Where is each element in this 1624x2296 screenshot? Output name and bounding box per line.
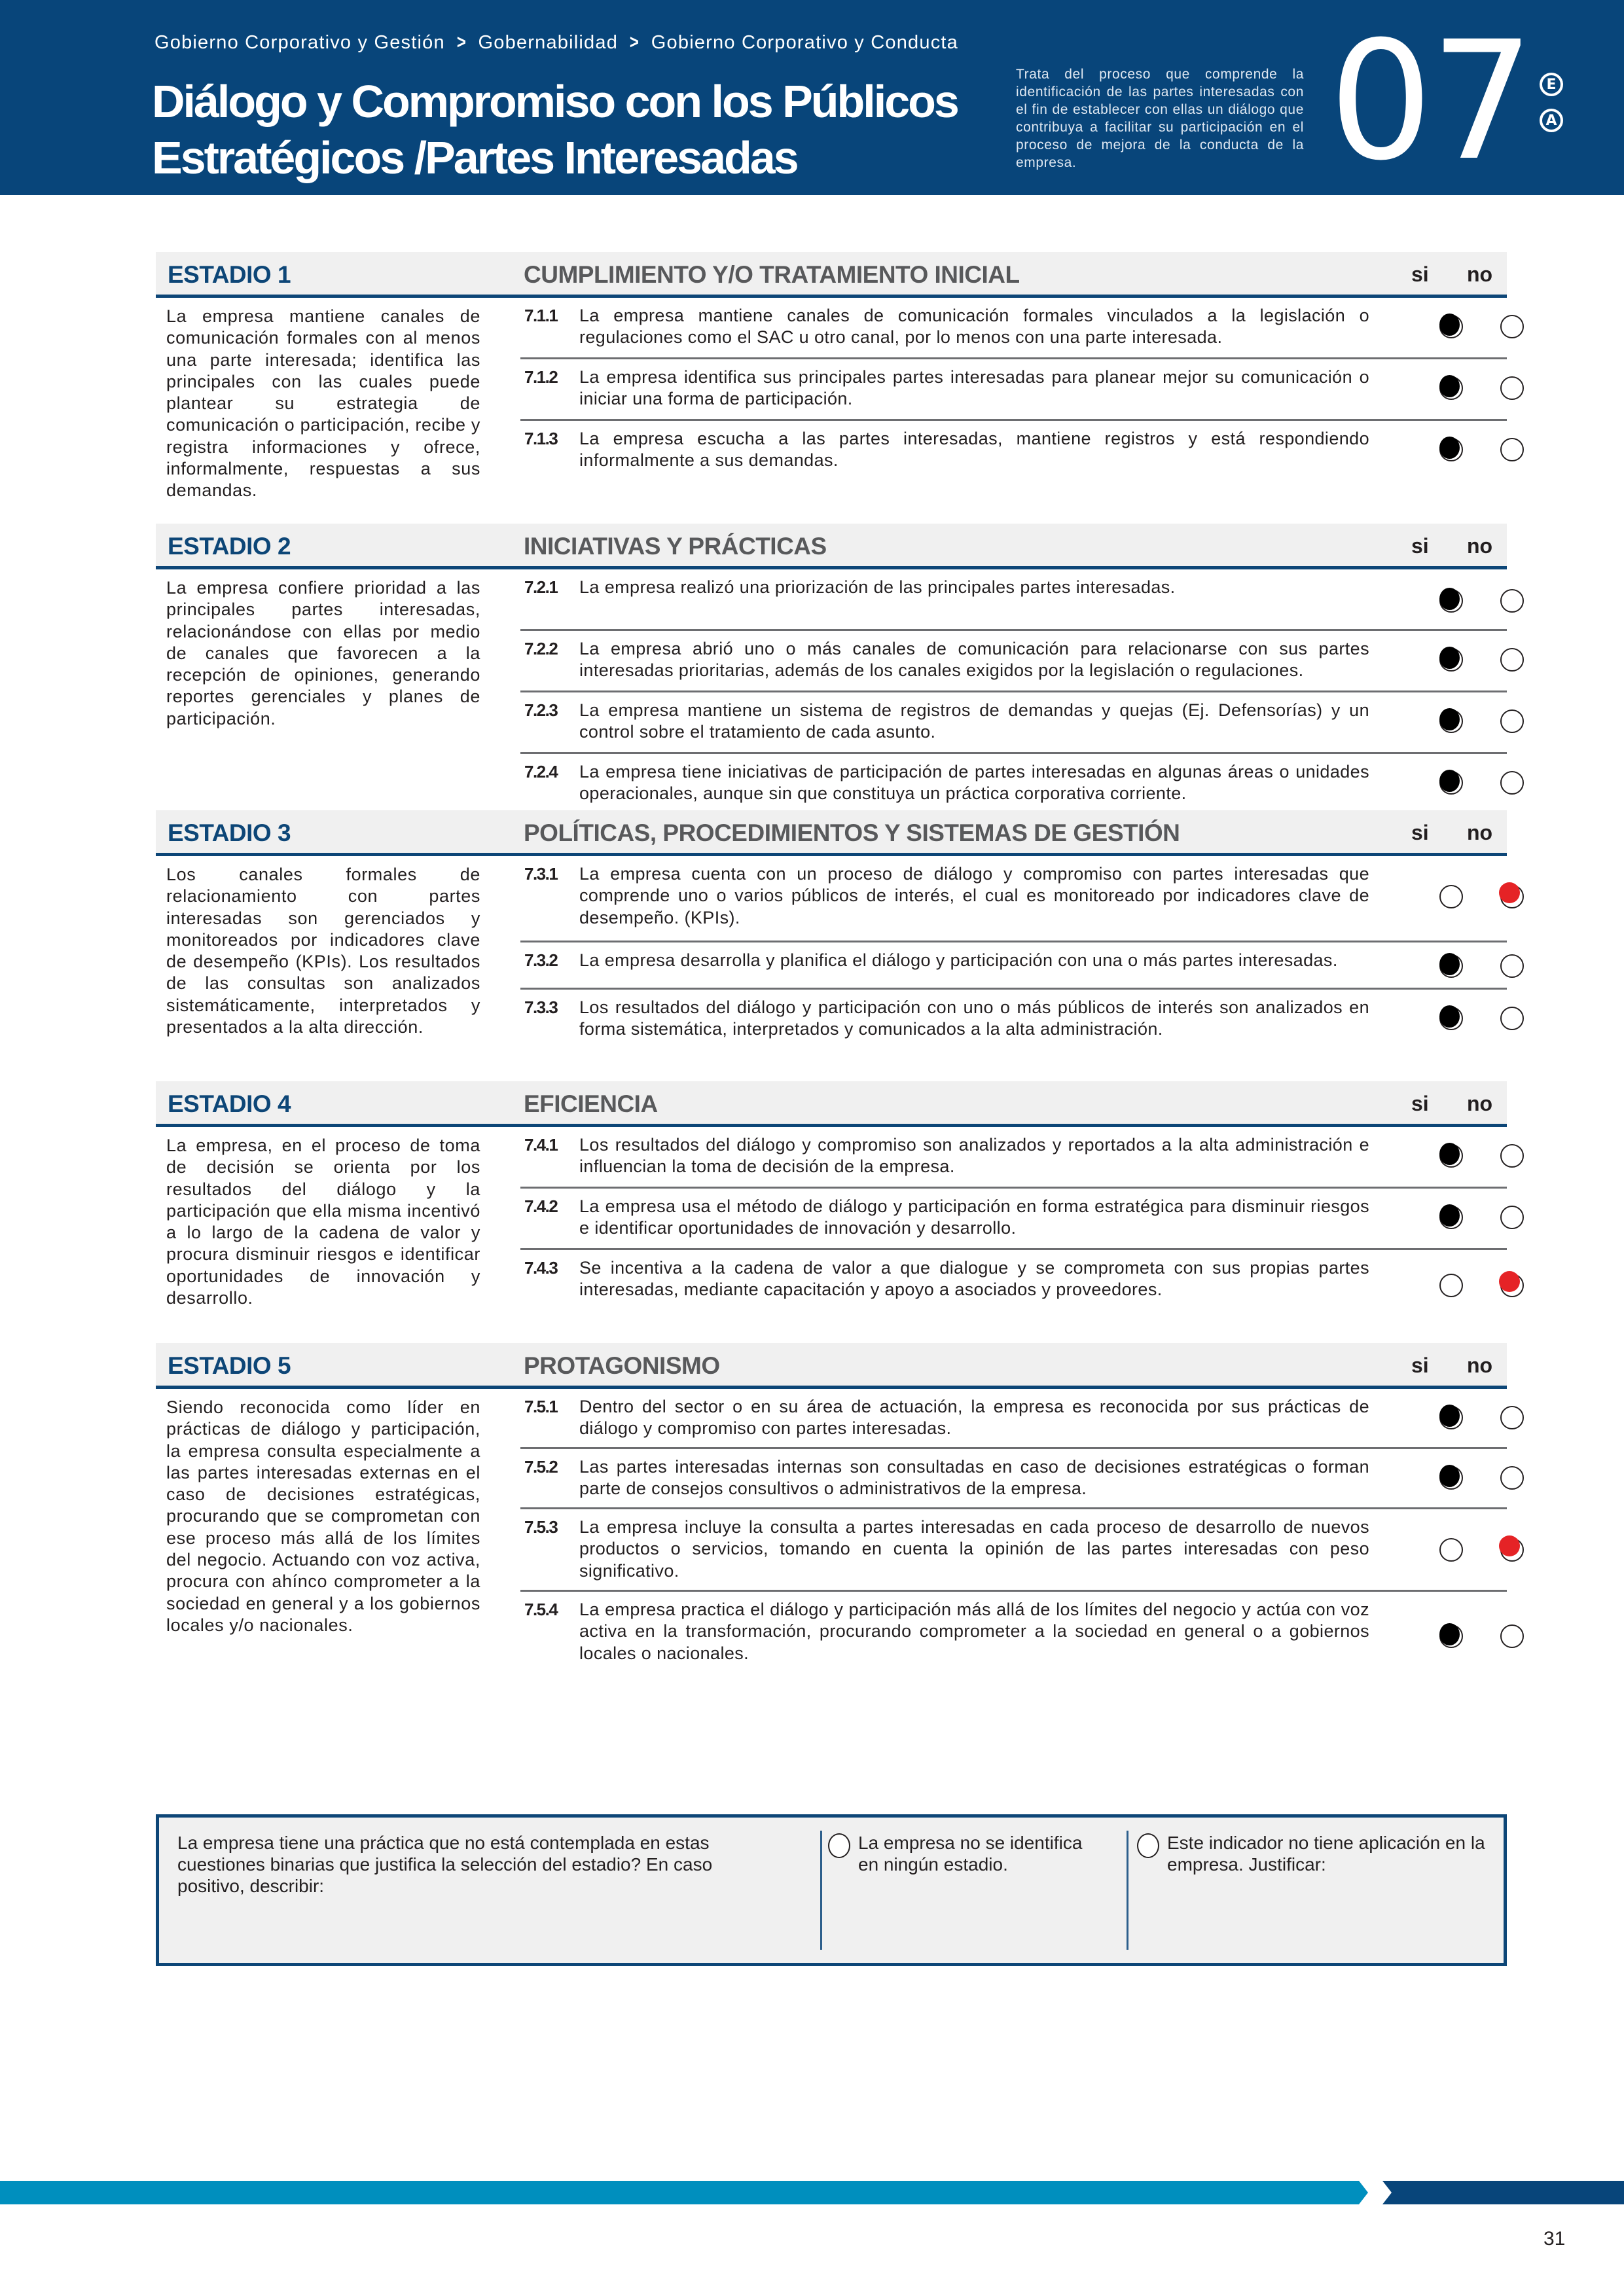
question-row	[520, 754, 1507, 816]
answer-si-radio[interactable]	[1439, 1538, 1463, 1562]
stage-title: CUMPLIMIENTO Y/O TRATAMIENTO INICIAL	[524, 261, 1020, 288]
question-row	[520, 990, 1507, 1051]
indicator-number: 07	[1329, 6, 1532, 196]
stage-label: ESTADIO 3	[168, 819, 291, 846]
footer-bar-light	[0, 2181, 1368, 2204]
question-text: La empresa tiene iniciativas de participación de partes interesadas en algunas áreas o unidades operacionales, aunque sin que constituya un práctica corporativa corriente.	[579, 762, 1369, 804]
question-text: Los resultados del diálogo y participación con uno o más públicos de interés son analizados en forma sistemática, interpretados y comunicados a la alta administración.	[579, 997, 1369, 1039]
option-radio[interactable]	[1137, 1833, 1159, 1858]
answer-no-radio[interactable]	[1500, 771, 1524, 795]
answer-no-radio[interactable]	[1500, 1538, 1524, 1562]
question-row	[520, 1509, 1507, 1592]
question-text: Dentro del sector o en su área de actuación, la empresa es reconocida por sus prácticas de diálogo y compromiso con partes interesadas.	[579, 1397, 1369, 1439]
stage-header	[156, 524, 1507, 569]
stage-body	[156, 1127, 1507, 1309]
breadcrumb-item[interactable]: Gobierno Corporativo y Gestión	[154, 31, 445, 53]
question-row	[520, 569, 1507, 631]
question-row	[520, 692, 1507, 754]
page-number: 31	[1543, 2228, 1566, 2250]
stage-section	[156, 524, 1507, 804]
option-label: Este indicador no tiene aplicación en la empresa. Justificar:	[1167, 1833, 1485, 1874]
option-label: La empresa no se identifica en ningún estadio.	[858, 1833, 1083, 1874]
answer-si-radio[interactable]	[1439, 1466, 1463, 1490]
title-line: Estratégicos /Partes Interesadas	[152, 132, 797, 183]
answer-no-radio[interactable]	[1500, 885, 1524, 908]
stage-description: Siendo reconocida como líder en prácticas de diálogo y participación, la empresa consulta especialmente a las partes interesadas externas en el caso de decisiones estratégicas, procurando que se comprometan con ese proceso más allá de los límites del negocio. Actuando con voz activa, procura con ahínco comprometer a la sociedad en general y a los gobiernos locales y/o nacionales.	[166, 1397, 480, 1635]
question-text: La empresa practica el diálogo y participación más allá de los límites del negocio y actúa con voz activa en la transformación, procurando comprometer a la sociedad en general o a gobiernos locales o nacionales.	[579, 1600, 1369, 1663]
question-text: Las partes interesadas internas son consultadas en caso de decisiones estratégicas o forman parte de consejos consultivos o administrativos de la empresa.	[579, 1457, 1369, 1499]
answer-si-radio[interactable]	[1439, 648, 1463, 672]
column-header-no: no	[1467, 262, 1493, 286]
question-text: La empresa realizó una priorización de las principales partes interesadas.	[579, 577, 1176, 597]
answer-no-radio[interactable]	[1500, 648, 1524, 672]
indicator-description: Trata del proceso que comprende la identificación de las partes interesadas con el fin de establecer con ellas un diálogo que contribuya a facilitar su participación en el proceso de mejora de la conducta de la empresa.	[1016, 67, 1304, 170]
question-text: La empresa mantiene canales de comunicación formales vinculados a la legislación o regulaciones como el SAC u otro canal, por lo menos con una parte interesada.	[579, 306, 1369, 348]
option-radio[interactable]	[828, 1833, 850, 1858]
question-number: 7.2.1	[524, 577, 558, 597]
question-text: La empresa escucha a las partes interesadas, mantiene registros y está respondiendo informalmente a sus demandas.	[579, 429, 1369, 471]
answer-si-radio[interactable]	[1439, 1406, 1463, 1429]
stage-title: PROTAGONISMO	[524, 1352, 720, 1379]
stage-section	[156, 1081, 1507, 1309]
answer-no-radio[interactable]	[1500, 589, 1524, 613]
stage-description: La empresa confiere prioridad a las principales partes interesadas, relacionándose con ellas por medio de canales que favorecen a la recepción de opiniones, generando reportes gerenciales y planes de participación.	[166, 578, 480, 728]
additional-practice-box	[156, 1814, 1507, 1966]
question-number: 7.1.3	[524, 429, 558, 448]
column-header-no: no	[1467, 1354, 1493, 1377]
answer-no-radio[interactable]	[1500, 315, 1524, 338]
stage-header	[156, 252, 1507, 298]
answer-no-radio[interactable]	[1500, 1466, 1524, 1490]
answer-si-radio[interactable]	[1439, 438, 1463, 461]
answer-no-radio[interactable]	[1500, 709, 1524, 733]
stage-description: La empresa mantiene canales de comunicación formales con al menos una parte interesada; identifica las principales con las cuales puede plantear su estrategia de comunicación o participación, recibe y registra informaciones y ofrece, informalmente, respuestas a sus demandas.	[166, 306, 480, 501]
column-header-no: no	[1467, 1092, 1493, 1115]
stage-title: INICIATIVAS Y PRÁCTICAS	[524, 533, 827, 560]
stage-label: ESTADIO 4	[168, 1090, 291, 1117]
question-text: La empresa abrió uno o más canales de comunicación para relacionarse con sus partes interesadas prioritarias, además de los canales exigidos por la legislación o regulaciones.	[579, 639, 1369, 681]
answer-si-radio[interactable]	[1439, 589, 1463, 613]
breadcrumb-item[interactable]: Gobierno Corporativo y Conducta	[651, 31, 958, 53]
question-number: 7.4.3	[524, 1258, 558, 1278]
answer-si-radio[interactable]	[1439, 1144, 1463, 1168]
divider	[820, 1831, 822, 1950]
question-number: 7.5.1	[524, 1397, 558, 1416]
stage-title: POLÍTICAS, PROCEDIMIENTOS Y SISTEMAS DE GESTIÓN	[524, 819, 1180, 846]
answer-si-radio[interactable]	[1439, 954, 1463, 978]
stage-section	[156, 1343, 1507, 1663]
page-header	[0, 0, 1624, 195]
column-header-si: si	[1411, 262, 1429, 286]
question-number: 7.5.3	[524, 1517, 558, 1537]
question-number: 7.4.2	[524, 1196, 558, 1216]
question-row	[520, 1389, 1507, 1449]
question-row	[520, 1189, 1507, 1250]
answer-si-radio[interactable]	[1439, 1206, 1463, 1229]
column-header-no: no	[1467, 821, 1493, 844]
answer-no-radio[interactable]	[1500, 1624, 1524, 1648]
stage-header	[156, 1081, 1507, 1127]
question-row	[520, 359, 1507, 421]
stage-items	[520, 298, 1507, 482]
stage-body	[156, 298, 1507, 502]
column-header-si: si	[1411, 821, 1429, 844]
stage-items	[520, 856, 1507, 1051]
stage-section	[156, 810, 1507, 1038]
question-text: La empresa usa el método de diálogo y participación en forma estratégica para disminuir riesgos e identificar oportunidades de innovación y desarrollo.	[579, 1196, 1369, 1238]
additional-practice-question[interactable]: La empresa tiene una práctica que no está contemplada en estas cuestiones binarias que justifica la selección del estadio? En caso positivo, describir:	[177, 1833, 713, 1896]
chevron-right-icon: >	[456, 31, 467, 53]
page-title	[152, 73, 958, 186]
question-text: La empresa identifica sus principales partes interesadas para planear mejor su comunicación o iniciar una forma de participación.	[579, 367, 1369, 409]
column-header-no: no	[1467, 534, 1493, 558]
question-number: 7.3.1	[524, 864, 558, 884]
badge-e-icon: E	[1540, 73, 1563, 96]
footer-bar-dark	[1382, 2181, 1624, 2204]
option-not-applicable[interactable]	[1137, 1832, 1504, 1875]
question-row	[520, 1127, 1507, 1189]
answer-si-radio[interactable]	[1439, 709, 1463, 733]
question-row	[520, 421, 1507, 482]
stage-title: EFICIENCIA	[524, 1090, 658, 1117]
stage-header	[156, 1343, 1507, 1389]
question-text: La empresa incluye la consulta a partes interesadas en cada proceso de desarrollo de nuevos productos o servicios, tomando en cuenta la opinión de las partes interesadas con peso significativo.	[579, 1517, 1369, 1581]
question-text: Se incentiva a la cadena de valor a que dialogue y se comprometa con sus propias partes interesadas, mediante capacitación y apoyo a asociados y proveedores.	[579, 1258, 1369, 1300]
question-number: 7.1.1	[524, 306, 558, 325]
stage-items	[520, 569, 1507, 816]
stage-label: ESTADIO 2	[168, 533, 291, 560]
stage-section	[156, 252, 1507, 502]
answer-no-radio[interactable]	[1500, 1007, 1524, 1030]
column-header-si: si	[1411, 1354, 1429, 1377]
stage-body	[156, 1389, 1507, 1663]
answer-no-radio[interactable]	[1500, 1144, 1524, 1168]
answer-no-radio[interactable]	[1500, 376, 1524, 400]
answer-no-radio[interactable]	[1500, 1206, 1524, 1229]
stage-label: ESTADIO 5	[168, 1352, 291, 1379]
answer-si-radio[interactable]	[1439, 1007, 1463, 1030]
question-row	[520, 298, 1507, 359]
question-row	[520, 856, 1507, 942]
breadcrumb	[154, 31, 958, 54]
question-text: La empresa cuenta con un proceso de diálogo y compromiso con partes interesadas que comprende uno o varios públicos de interés, el cual es monitoreado por indicadores clave de desempeño. (KPIs).	[579, 864, 1369, 927]
question-number: 7.2.4	[524, 762, 558, 781]
answer-no-radio[interactable]	[1500, 954, 1524, 978]
question-text: Los resultados del diálogo y compromiso son analizados y reportados a la alta administración e influencian la toma de decisión de la empresa.	[579, 1135, 1369, 1177]
answer-si-radio[interactable]	[1439, 315, 1463, 338]
question-row	[520, 631, 1507, 692]
stage-description: La empresa, en el proceso de toma de decisión se orienta por los resultados del diálogo y la participación que ella misma incentivó a lo largo de la cadena de valor y procura disminuir riesgos e identificar oportunidades de innovación y desarrollo.	[166, 1136, 480, 1308]
question-text: La empresa desarrolla y planifica el diálogo y participación con una o más partes interesadas.	[579, 950, 1338, 970]
answer-si-radio[interactable]	[1439, 1624, 1463, 1648]
question-number: 7.3.3	[524, 997, 558, 1017]
answer-no-radio[interactable]	[1500, 1406, 1524, 1429]
answer-si-radio[interactable]	[1439, 771, 1463, 795]
question-row	[520, 1592, 1507, 1674]
question-text: La empresa mantiene un sistema de registros de demandas y quejas (Ej. Defensorías) y un control sobre el tratamiento de cada asunto.	[579, 700, 1369, 742]
stage-body	[156, 856, 1507, 1038]
badge-a-icon: A	[1540, 109, 1563, 132]
column-header-si: si	[1411, 534, 1429, 558]
question-number: 7.2.3	[524, 700, 558, 720]
answer-no-radio[interactable]	[1500, 438, 1524, 461]
stage-items	[520, 1127, 1507, 1312]
chevron-right-icon: >	[629, 31, 640, 53]
stage-header	[156, 810, 1507, 856]
question-number: 7.3.2	[524, 950, 558, 970]
breadcrumb-item[interactable]: Gobernabilidad	[478, 31, 619, 53]
question-number: 7.5.4	[524, 1600, 558, 1619]
stage-body	[156, 569, 1507, 804]
question-row	[520, 1449, 1507, 1509]
question-number: 7.4.1	[524, 1135, 558, 1155]
question-row	[520, 1250, 1507, 1312]
answer-si-radio[interactable]	[1439, 1274, 1463, 1297]
answer-si-radio[interactable]	[1439, 885, 1463, 908]
question-number: 7.2.2	[524, 639, 558, 658]
stage-description: Los canales formales de relacionamiento con partes interesadas son gerenciados y monitoreados por indicadores clave de desempeño (KPIs). Los resultados de las consultas son analizados sistemáticamente, interpretados y presentados a la alta dirección.	[166, 865, 480, 1037]
answer-no-radio[interactable]	[1500, 1274, 1524, 1297]
question-number: 7.1.2	[524, 367, 558, 387]
stage-items	[520, 1389, 1507, 1674]
divider	[1127, 1831, 1128, 1950]
answer-si-radio[interactable]	[1439, 376, 1463, 400]
option-no-stage[interactable]	[828, 1832, 1103, 1875]
stage-label: ESTADIO 1	[168, 261, 291, 288]
title-line: Diálogo y Compromiso con los Públicos	[152, 76, 958, 127]
question-number: 7.5.2	[524, 1457, 558, 1477]
question-row	[520, 942, 1507, 990]
column-header-si: si	[1411, 1092, 1429, 1115]
